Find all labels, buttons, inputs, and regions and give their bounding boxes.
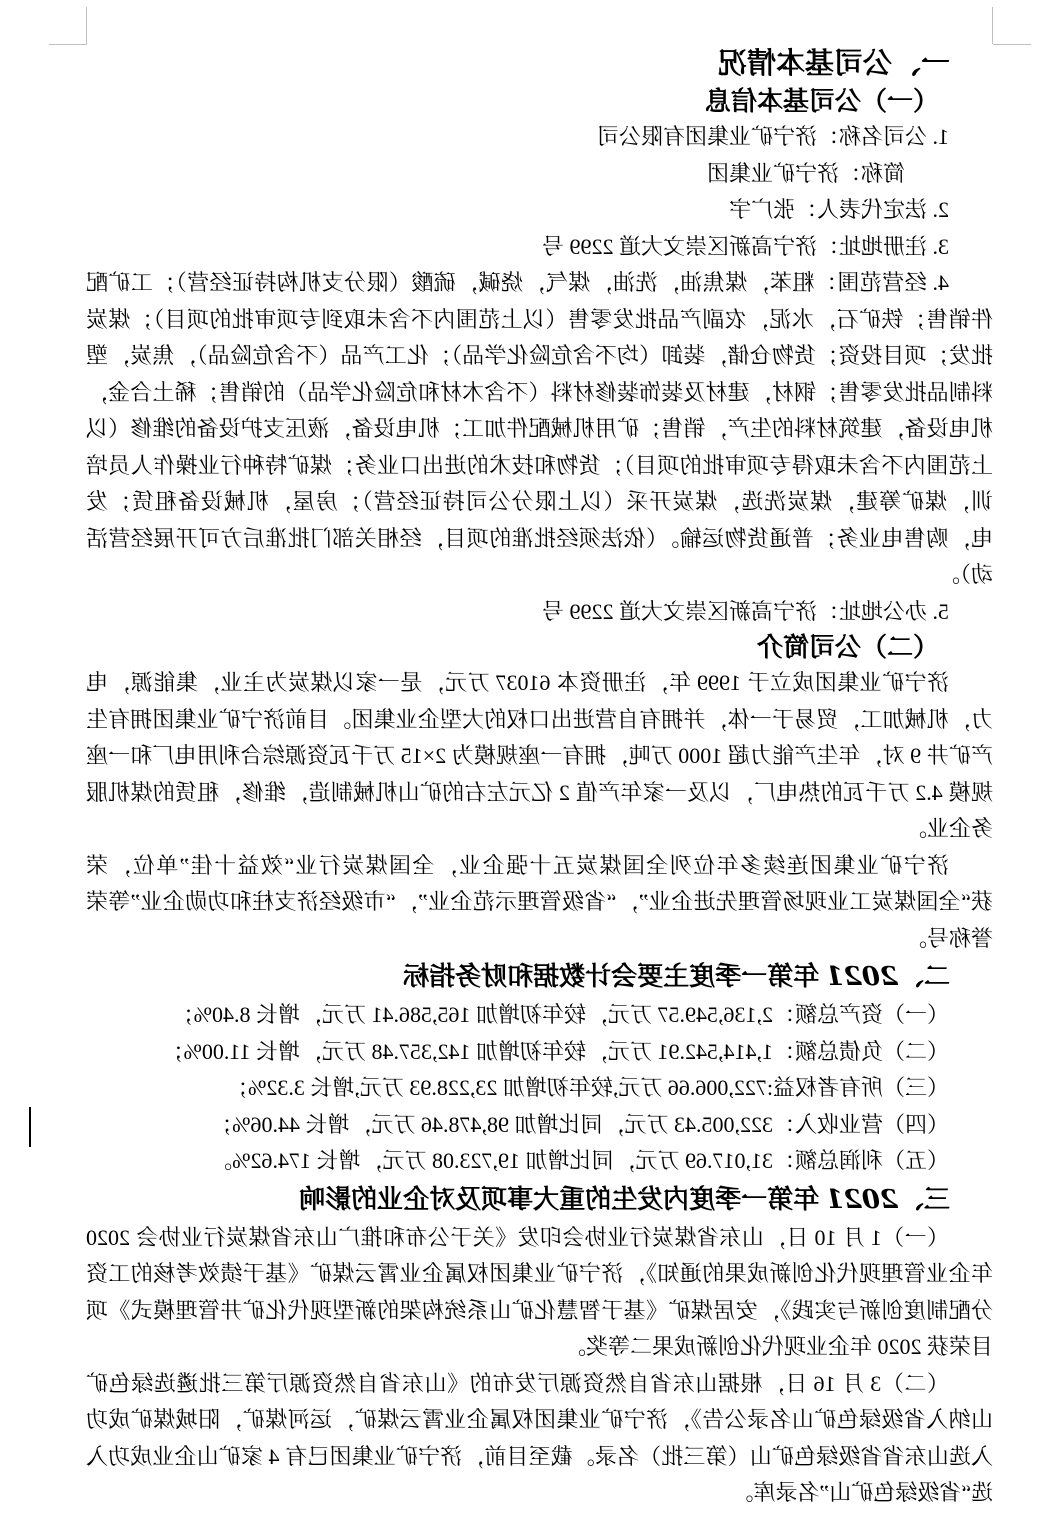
section1-title: 一、公司基本情况 bbox=[717, 48, 950, 80]
registered-address-line: 3. 注册地址：济宁高新区崇文大道 2299 号 bbox=[541, 233, 949, 259]
major-event-paragraph-2: （二）3 月 16 日，根据山东省自然资源厅发布的《山东省自然资源厅第三批遴选绿色矿山纳入省级绿色矿山名录公告》，济宁矿业集团权属企业霄云煤矿，运河煤矿，阳城煤矿成功入选山东省省级绿色矿山（第三批）名录。截至目前，济宁矿业集团已有 4 家矿山企业成功入选“省级绿色矿山”名录库。 bbox=[86, 1370, 993, 1505]
document-content bbox=[86, 44, 993, 1512]
total-assets-line: （一）资产总额：2,136,549.57 万元，较年初增加 165,586.41 万元，增长 8.40%； bbox=[171, 1002, 949, 1027]
section1-sub1-title: （一）公司基本信息 bbox=[704, 87, 939, 116]
total-profit-line: （五）利润总额：31,017.69 万元，同比增加 19,723.08 万元，增长 174.62%。 bbox=[210, 1148, 949, 1173]
section2-title-year: 2021 bbox=[825, 962, 898, 992]
section2-title-rest: 年第一季度主要会计数据和财务指标 bbox=[403, 962, 826, 991]
crop-mark-top-right-vertical bbox=[86, 7, 87, 44]
major-event-paragraph-1: （一）1 月 10 日，山东省煤炭行业协会印发《关于公布和推广山东省煤炭行业协会 2020 年企业管理现代化创新成果的通知》，济宁矿业集团权属企业霄云煤矿《基于绩效考核的工资分配制度创新与实践》，安居煤矿《基于智慧化矿山系统构架的新型现代化矿井管理模式》项目荣获 2020 年企业现代化创新成果二等奖。 bbox=[86, 1224, 993, 1359]
company-profile-paragraph-1: 济宁矿业集团成立于 1999 年，注册资本 61037 万元，是一家以煤炭为主业，集能源，电力，机械加工，贸易于一体，并拥有自营进出口权的大型企业集团。目前济宁矿业集团拥有生产矿井 9 对，年生产能力超 1000 万吨，拥有一座规模为 2×15 万千瓦资源综合利用电厂和一座规模 4.2 万千瓦的热电厂，以及一家年产值 2 亿元左右的矿山机械制造，维修，租赁的煤机服务企业。 bbox=[86, 670, 993, 841]
section3-title-prefix: 三、 bbox=[897, 1184, 950, 1214]
section2-title bbox=[86, 957, 993, 997]
section3-title-year: 2021 bbox=[825, 1184, 898, 1215]
section3-title-rest: 年第一季度内发生的重大事项及对企业的影响 bbox=[299, 1184, 826, 1214]
total-liabilities-line: （二）负债总额：1,414,542.91 万元，较年初增加 142,357.48 万元，增长 11.00%； bbox=[161, 1038, 949, 1064]
operating-revenue-line: （四）营业收入：322,005.43 万元，同比增加 98,478.46 万元，增长 44.06%； bbox=[210, 1111, 949, 1137]
office-address-line: 5. 办公地址：济宁高新区崇文大道 2299 号 bbox=[541, 598, 949, 624]
legal-representative-line: 2. 法定代表人：张广宇 bbox=[728, 197, 949, 222]
section1-sub2-title: （二）公司简介 bbox=[756, 633, 939, 662]
crop-mark-top-left-horizontal bbox=[993, 44, 1031, 45]
crop-mark-top-left-vertical bbox=[992, 7, 993, 44]
company-name-line: 1. 公司名称：济宁矿业集团有限公司 bbox=[596, 124, 949, 149]
company-short-name-line: 简称：济宁矿业集团 bbox=[706, 160, 905, 186]
section3-title bbox=[86, 1180, 993, 1220]
crop-mark-top-right-horizontal bbox=[49, 44, 87, 45]
owners-equity-line: （三）所有者权益:722,006.66 万元,较年初增加 23,228.93 万元,增长 3.32%； bbox=[226, 1075, 949, 1100]
revision-bar bbox=[29, 1107, 31, 1147]
business-scope-paragraph: 4. 经营范围：粗苯，煤焦油，洗油，煤气，烧碱，硫酸（限分支机构持证经营）；工矿配件销售；铁矿石，水泥，农副产品批发零售（以上范围内不含未取到专项审批的项目）；煤炭批发；项目投资；货物仓储，装卸（均不含危险化学品）；化工产品（不含危险品），焦炭，塑料制品批发零售；钢材，建材及装饰装修材料（不含木材和危险化学品）的销售；稀土合金，机电设备，建筑材料的生产，销售；矿用机械配件加工；机电设备，液压支护设备的维修（以上范围内不含未取得专项审批的项目）；货物和技术的进出口业务；煤矿特种行业操作人员培训，煤矿筹建，煤炭洗选，煤炭开采（以上限分公司持证经营）；房屋，机械设备租赁；发电，购售电业务；普通货物运输。（依法须经批准的项目，经相关部门批准后方可开展经营活动）。 bbox=[86, 270, 993, 587]
section2-title-prefix: 二、 bbox=[897, 962, 950, 991]
company-profile-paragraph-2: 济宁矿业集团连续多年位列全国煤炭五十强企业，全国煤炭行业“效益十佳”单位，荣获“全国煤炭工业现场管理先进企业”，“省级管理示范企业”，“市级经济支柱和功勋企业”等荣誉称号。 bbox=[86, 852, 993, 951]
